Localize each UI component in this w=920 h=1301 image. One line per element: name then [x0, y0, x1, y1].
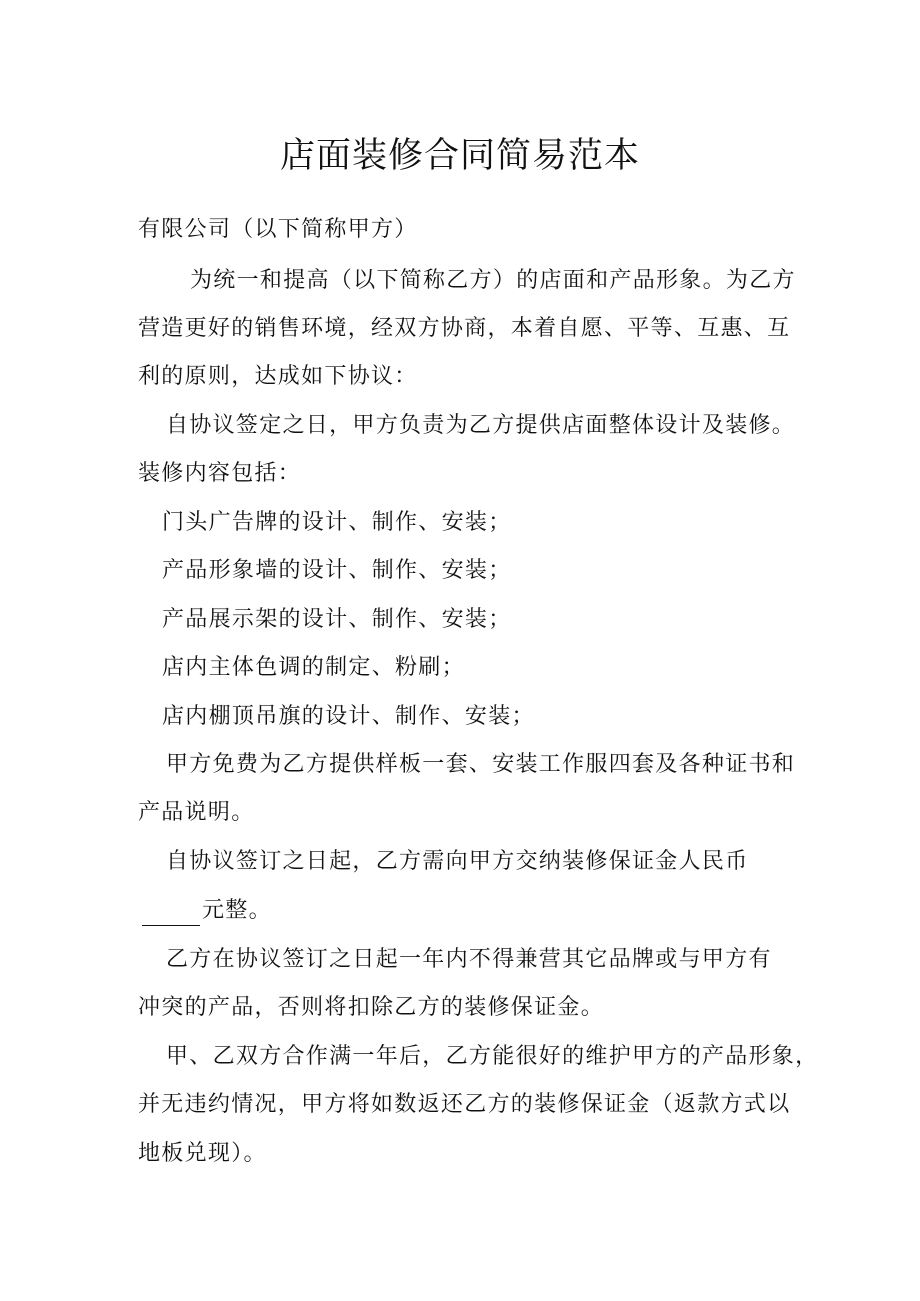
- intro-line-1: 为统一和提高（以下简称乙方）的店面和产品形象。为乙方: [190, 268, 796, 293]
- refund-line-1: 甲、乙双方合作满一年后，乙方能很好的维护甲方的产品形象，: [166, 1044, 819, 1069]
- exclusivity-line-2: 冲突的产品，否则将扣除乙方的装修保证金。: [138, 995, 605, 1020]
- scope-item-1: 门头广告牌的设计、制作、安装；: [162, 510, 512, 535]
- free-supply-line-1: 甲方免费为乙方提供样板一套、安装工作服四套及各种证书和: [166, 752, 796, 777]
- free-supply-line-2: 产品说明。: [138, 800, 255, 825]
- document-title: 店面装修合同简易范本: [279, 136, 640, 176]
- clause-design-line: 自协议签定之日，甲方负责为乙方提供店面整体设计及装修。: [166, 413, 796, 438]
- refund-line-3: 地板兑现）。: [138, 1141, 267, 1166]
- amount-blank: [142, 903, 200, 926]
- intro-line-3: 利的原则，达成如下协议：: [138, 364, 418, 389]
- scope-item-4: 店内主体色调的制定、粉刷；: [162, 655, 465, 680]
- scope-item-2: 产品形象墙的设计、制作、安装；: [162, 558, 512, 583]
- deposit-suffix: 元整。: [202, 898, 272, 923]
- intro-line-2: 营造更好的销售环境，经双方协商，本着自愿、平等、互惠、互: [138, 316, 791, 341]
- exclusivity-line-1: 乙方在协议签订之日起一年内不得兼营其它品牌或与甲方有: [166, 947, 772, 972]
- deposit-line-1: 自协议签订之日起，乙方需向甲方交纳装修保证金人民币: [166, 849, 749, 874]
- party-a-line: 有限公司（以下简称甲方）: [138, 217, 418, 242]
- deposit-line-2: [142, 896, 272, 926]
- scope-heading-line: 装修内容包括：: [138, 461, 302, 486]
- scope-item-5: 店内棚顶吊旗的设计、制作、安装；: [162, 704, 535, 729]
- refund-line-2: 并无违约情况，甲方将如数返还乙方的装修保证金（返款方式以: [138, 1092, 791, 1117]
- scope-item-3: 产品展示架的设计、制作、安装；: [162, 607, 512, 632]
